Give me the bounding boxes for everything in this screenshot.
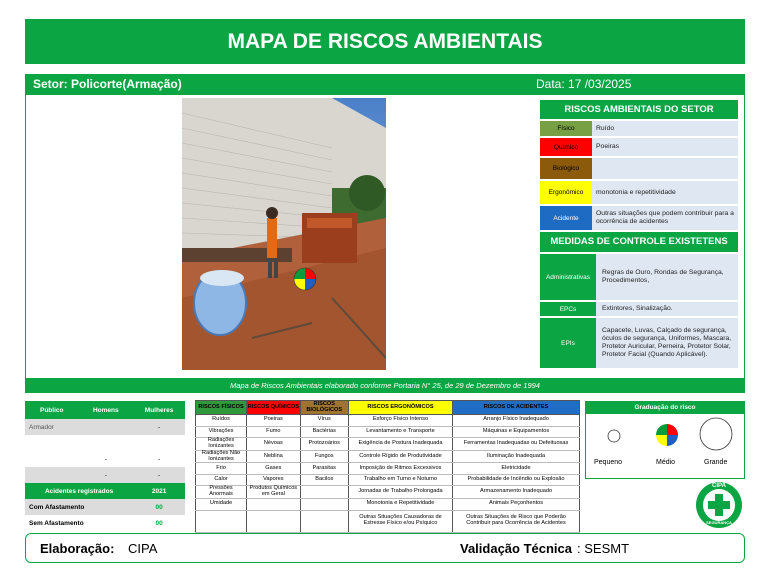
- cipa-logo-subtext: SEGURANÇA: [706, 520, 732, 525]
- com-afastamento-label: Com Afastamento: [29, 503, 85, 511]
- table-row: [25, 499, 185, 515]
- cell: [247, 510, 300, 532]
- risk-label: Acidente: [540, 206, 592, 230]
- risk-label: Biológico: [540, 158, 592, 179]
- elaboracao-label: Elaboração:: [40, 541, 115, 556]
- table-row: [196, 426, 580, 438]
- risk-row-ergonomico: [540, 181, 738, 204]
- cell: Neblina: [247, 450, 300, 463]
- elaboracao-value: CIPA: [128, 541, 158, 556]
- cell: Eletricidade: [453, 463, 580, 475]
- cell: -: [157, 423, 161, 431]
- agentes-table: [195, 400, 580, 533]
- com-afastamento-value: 00: [155, 503, 163, 511]
- risk-label: Físico: [540, 121, 592, 136]
- cell: Ferramentas Inadequadas ou Defeituosas: [453, 438, 580, 451]
- cell: Arranjo Físico Inadequado: [453, 415, 580, 427]
- cell: Levantamento e Transporte: [348, 426, 452, 438]
- cell: Poeiras: [247, 415, 300, 427]
- sector-photo: [182, 98, 386, 370]
- riscos-title: RISCOS AMBIENTAIS DO SETOR: [540, 100, 738, 119]
- cell: Névoas: [247, 438, 300, 451]
- cell: Umidade: [196, 499, 247, 511]
- cell: Armazenamento Inadequado: [453, 486, 580, 499]
- pequeno-label: Pequeno: [594, 459, 623, 466]
- publico-table: [25, 401, 185, 531]
- cell: Trabalho em Turno e Noturno: [348, 474, 452, 486]
- cipa-logo-text: CIPA: [712, 483, 726, 489]
- medium-circle-icon: [654, 422, 680, 448]
- risk-value: Outras situações que podem contribuir para a ocorrência de acidentes: [596, 210, 734, 225]
- cell: Probabilidade de Incêndio ou Explosão: [453, 474, 580, 486]
- table-row: [25, 515, 185, 531]
- agentes-col-1: RISCOS QUÍMICOS: [247, 401, 300, 415]
- cell: [300, 486, 348, 499]
- medidas-title: MEDIDAS DE CONTROLE EXISTETENS: [540, 232, 738, 252]
- medida-label: EPIs: [540, 318, 596, 368]
- sem-afastamento-label: Sem Afastamento: [29, 519, 84, 527]
- risk-value: [596, 158, 736, 179]
- cell: Iluminação Inadequada: [453, 450, 580, 463]
- small-circle-icon: [606, 428, 622, 444]
- cell: Jornadas de Trabalho Prolongada: [348, 486, 452, 499]
- risk-row-fisico: [540, 121, 738, 136]
- agentes-header: [196, 401, 580, 415]
- table-row: [196, 499, 580, 511]
- sector-bar: [25, 74, 745, 94]
- cell: Gases: [247, 463, 300, 475]
- cell: Vapores: [247, 474, 300, 486]
- cell: Esforço Físico Intenso: [348, 415, 452, 427]
- cell: [133, 435, 185, 451]
- medida-label: EPCs: [540, 302, 596, 316]
- table-row: [25, 451, 185, 467]
- cell: Calor: [196, 474, 247, 486]
- cell: Outras Situações de Risco que Poderão Contribuir para Ocorrência de Acidentes: [453, 510, 580, 532]
- medida-value: Capacete, Luvas, Calçado de segurança, óculos de segurança, Uniformes, Mascara, Protetor Auricular, Perneira, Protetor Solar, Protetor Facial (Quando Aplicável).: [602, 327, 732, 358]
- cell: Imposição de Ritmos Excessivos: [348, 463, 452, 475]
- cell: Exigência de Postura Inadequada: [348, 438, 452, 451]
- cell: Outras Situações Causadoras de Estresse Físico e/ou Psíquico: [348, 510, 452, 532]
- cell: Protozoários: [300, 438, 348, 451]
- table-row: [196, 510, 580, 532]
- table-row: [196, 474, 580, 486]
- table-row: [196, 450, 580, 463]
- medida-row-administrativas: [540, 254, 738, 300]
- acidentes-year: 2021: [151, 487, 167, 495]
- table-row: [196, 486, 580, 499]
- cell: [300, 499, 348, 511]
- grande-label: Grande: [704, 459, 728, 466]
- sem-afastamento-value: 00: [155, 519, 163, 527]
- risk-label: Ergonômico: [540, 181, 592, 204]
- cell: [300, 510, 348, 532]
- cell: [196, 510, 247, 532]
- validacao-value: : SESMT: [577, 541, 630, 556]
- cell: Vibrações: [196, 426, 247, 438]
- cell: [78, 419, 133, 435]
- cell: Frio: [196, 463, 247, 475]
- graduacao-panel: [585, 401, 745, 479]
- cell: Produtos Químicos em Geral: [247, 486, 300, 499]
- cell: Pressões Anormais: [196, 486, 247, 499]
- risk-indicator-icon: [293, 267, 317, 291]
- cell: -: [104, 455, 107, 463]
- large-circle-icon: [698, 416, 734, 452]
- sector-label: Setor: Policorte(Armação): [33, 77, 182, 91]
- medida-row-epcs: [540, 302, 738, 316]
- cipa-logo: [695, 481, 743, 529]
- homens-col: Homens: [92, 406, 119, 414]
- portaria-legend: Mapa de Riscos Ambientais elaborado conforme Portaria N° 25, de 29 de Dezembro de 1994: [25, 378, 745, 393]
- cell: Ruídos: [196, 415, 247, 427]
- medida-value: Extintores, Sinalização.: [602, 305, 673, 313]
- cell: Fumo: [247, 426, 300, 438]
- agentes-col-2: RISCOS BIOLÓGICOS: [300, 401, 348, 415]
- cell: Máquinas e Equipamentos: [453, 426, 580, 438]
- table-row: [25, 419, 185, 435]
- cell: -: [157, 455, 161, 463]
- table-row: [25, 435, 185, 451]
- cell: Bacilos: [300, 474, 348, 486]
- cell: Monotonia e Repetitividade: [348, 499, 452, 511]
- cell: Controle Rígido de Produtividade: [348, 450, 452, 463]
- cell: -: [157, 471, 161, 479]
- date-label: Data: 17 /03/2025: [536, 77, 632, 91]
- cell: Radiações Não Ionizantes: [196, 450, 247, 463]
- validacao-label: Validação Técnica: [460, 541, 573, 556]
- agentes-col-3: RISCOS ERGONÔMICOS: [348, 401, 452, 415]
- graduacao-title: Graduação do risco: [586, 402, 744, 414]
- cell: Fungos: [300, 450, 348, 463]
- cell: Animais Peçonhentos: [453, 499, 580, 511]
- cell: [247, 499, 300, 511]
- risk-row-biologico: [540, 158, 738, 179]
- cell: [25, 451, 78, 467]
- medida-label: Administrativas: [540, 254, 596, 300]
- footer-bar: [25, 533, 745, 563]
- mulheres-col: Mulheres: [144, 406, 174, 414]
- agentes-col-4: RISCOS DE ACIDENTES: [453, 401, 580, 415]
- table-row: [196, 415, 580, 427]
- agentes-col-0: RISCOS FÍSICOS: [196, 401, 247, 415]
- cell: Armador: [29, 423, 54, 431]
- risk-value: monotonia e repetitividade: [596, 188, 676, 196]
- cell: Parasitas: [300, 463, 348, 475]
- table-row: [196, 438, 580, 451]
- acidentes-title: Acidentes registrados: [44, 487, 114, 495]
- risk-label: Químico: [540, 138, 592, 156]
- medida-value: Regras de Ouro, Rondas de Segurança, Procedimentos,: [602, 269, 724, 284]
- medio-label: Médio: [656, 459, 676, 466]
- cell: -: [104, 471, 107, 479]
- cell: Radiações Ionizantes: [196, 438, 247, 451]
- risk-value: Ruído: [596, 124, 615, 132]
- cell: Vírus: [300, 415, 348, 427]
- cell: Bactérias: [300, 426, 348, 438]
- publico-col: Público: [40, 406, 64, 414]
- acidentes-header: [25, 483, 185, 499]
- page-title: MAPA DE RISCOS AMBIENTAIS: [25, 19, 745, 64]
- risk-value: Poeiras: [596, 143, 620, 151]
- table-row: [196, 463, 580, 475]
- risk-row-acidente: [540, 206, 738, 230]
- cell: [25, 435, 78, 451]
- table-row: [25, 467, 185, 483]
- cell: [25, 467, 78, 483]
- publico-header: [25, 401, 185, 419]
- cell: [78, 435, 133, 451]
- risk-row-quimico: [540, 138, 738, 156]
- medida-row-epis: [540, 318, 738, 368]
